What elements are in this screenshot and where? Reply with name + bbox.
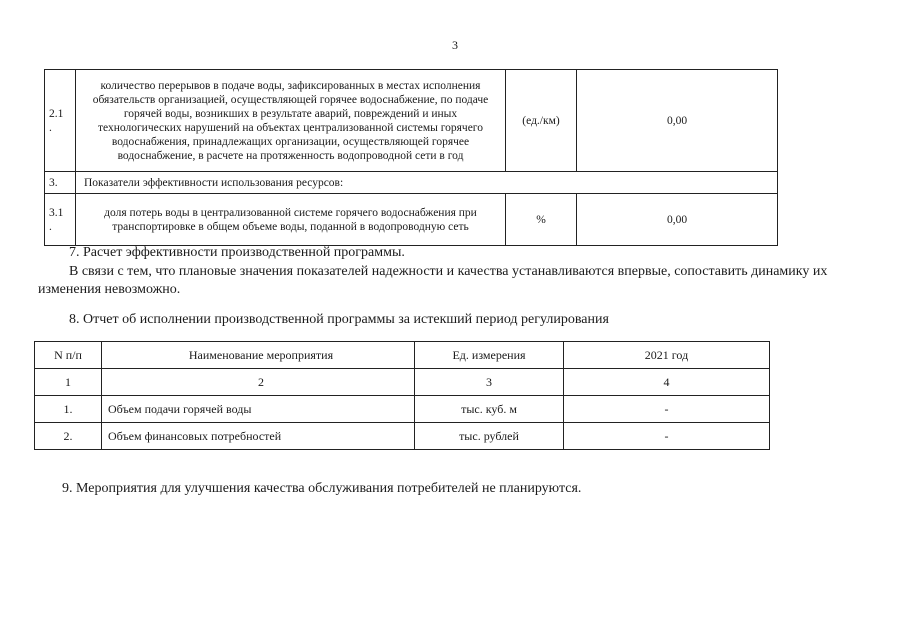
row-unit: тыс. куб. м bbox=[415, 396, 564, 423]
row-name: Объем подачи горячей воды bbox=[102, 396, 415, 423]
indicator-description: доля потерь воды в централизованной системе горячего водоснабжения при транспортировке в общем объеме воды, поданной в водопроводную сеть bbox=[76, 194, 506, 246]
row-number: 2. bbox=[35, 423, 102, 450]
table-row bbox=[45, 70, 778, 172]
page-number: 3 bbox=[452, 38, 458, 52]
report-table bbox=[34, 341, 770, 450]
row-number: 3.1 . bbox=[45, 194, 76, 246]
section7-text: В связи с тем, что плановые значения показателей надежности и качества устанавливаются впервые, сопоставить динамику их изменения невозможно. bbox=[38, 264, 828, 297]
row-unit: тыс. рублей bbox=[415, 423, 564, 450]
indicator-description: количество перерывов в подаче воды, зафиксированных в местах исполнения обязательств организацией, осуществляющей горячее водоснабжение, по подаче горячей воды, возникших в результате аварий, повреждений и иных технологических нарушений на объектах централизованной системы горячего водоснабжения, принадлежащих организации, осуществляющей горячее водоснабжение, в расчете на протяженность водопроводной сети в год bbox=[76, 70, 506, 172]
table-index-row bbox=[35, 369, 770, 396]
index-cell: 4 bbox=[564, 369, 770, 396]
header-num: N п/п bbox=[35, 342, 102, 369]
row-name: Объем финансовых потребностей bbox=[102, 423, 415, 450]
indicator-value: 0,00 bbox=[577, 70, 778, 172]
indicators-table bbox=[44, 69, 778, 246]
table-row bbox=[35, 396, 770, 423]
section8-title: 8. Отчет об исполнении производственной программы за истекший период регулирования bbox=[69, 312, 609, 327]
index-cell: 3 bbox=[415, 369, 564, 396]
section7-title: 7. Расчет эффективности производственной программы. bbox=[69, 245, 405, 260]
header-unit: Ед. измерения bbox=[415, 342, 564, 369]
index-cell: 1 bbox=[35, 369, 102, 396]
table-header-row bbox=[35, 342, 770, 369]
section9-text: 9. Мероприятия для улучшения качества обслуживания потребителей не планируются. bbox=[62, 481, 582, 496]
row-number: 1. bbox=[35, 396, 102, 423]
row-number: 2.1 . bbox=[45, 70, 76, 172]
section-number: 3. bbox=[45, 172, 76, 194]
header-name: Наименование мероприятия bbox=[102, 342, 415, 369]
section-title: Показатели эффективности использования ресурсов: bbox=[76, 172, 778, 194]
indicator-unit: (ед./км) bbox=[506, 70, 577, 172]
row-value: - bbox=[564, 396, 770, 423]
table-row bbox=[35, 423, 770, 450]
indicator-unit: % bbox=[506, 194, 577, 246]
table-row bbox=[45, 194, 778, 246]
indicator-value: 0,00 bbox=[577, 194, 778, 246]
index-cell: 2 bbox=[102, 369, 415, 396]
header-year: 2021 год bbox=[564, 342, 770, 369]
row-value: - bbox=[564, 423, 770, 450]
table-row bbox=[45, 172, 778, 194]
